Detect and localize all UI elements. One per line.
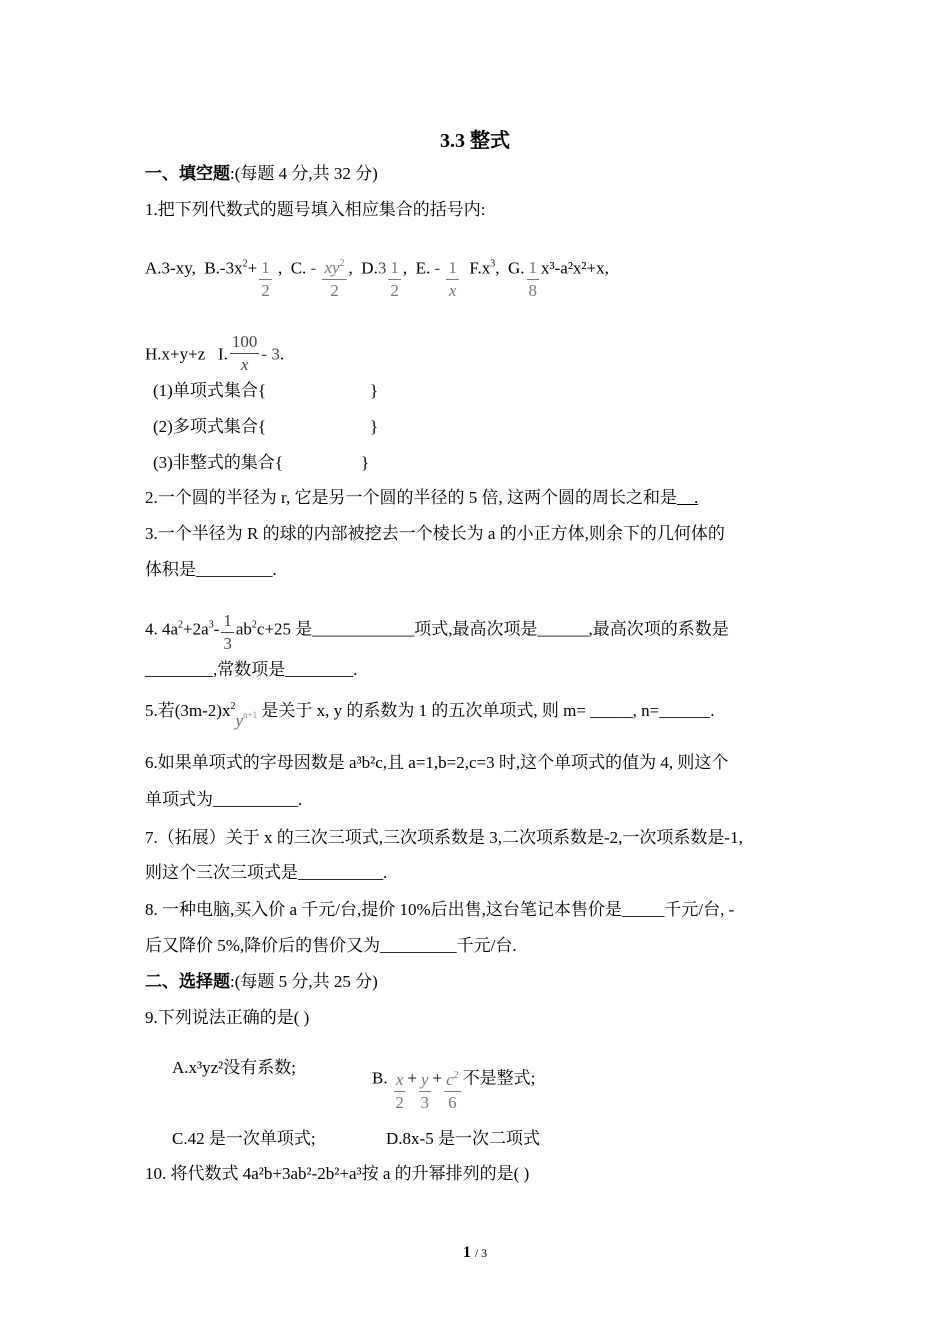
q6-line2: 单项式为__________. xyxy=(145,790,303,809)
q8-line2: 后又降价 5%,降价后的售价又为_________千元/台. xyxy=(145,936,517,955)
q4-line1: 4. $4a^2+2a^3-$ $\frac{1}{3}$ $ab^2c+25$ 是____________项式,最高次项是______,最高次项的系数是 xyxy=(145,611,729,653)
q1-set2: (2)多项式集合{ } xyxy=(153,417,379,436)
q2: 2.一个圆的半径为 r, 它是另一个圆的半径的 5 倍, 这两个圆的周长之和是__. xyxy=(145,488,699,507)
page-number: 1 / 3 xyxy=(462,1244,488,1261)
q8-line1: 8. 一种电脑,买入价 a 千元/台,提价 10%后出售,这台笔记本售价是_____千元/台, - xyxy=(145,900,735,919)
q3-line1: 3.一个半径为 R 的球的内部被挖去一个棱长为 a 的小正方体,则余下的几何体的 xyxy=(145,524,725,543)
q5: 5.若$(3m-2)x^2y^{n+1}$ 是关于 x, y 的系数为 1 的五次单项式, 则 m= _____, n=______. xyxy=(145,701,715,730)
q6-line1: 6.如果单项式的字母因数是 a³b²c,且 a=1,b=2,c=3 时,这个单项式的值为 4, 则这个 xyxy=(145,753,729,772)
section1-heading: 一、填空题:(每题 4 分,共 32 分) xyxy=(145,164,378,183)
q9-option-c: C.42 是一次单项式; xyxy=(172,1129,316,1148)
page-title: 3.3 整式 xyxy=(440,130,510,152)
q7-line2: 则这个三次三项式是__________. xyxy=(145,863,388,882)
q9-option-d: D.8x-5 是一次二项式 xyxy=(386,1129,540,1148)
q7-line1: 7.（拓展）关于 x 的三次三项式,三次项系数是 3,二次项系数是-2,一次项系数是-1, xyxy=(145,828,743,847)
q1-set1: (1)单项式集合{ } xyxy=(153,381,379,400)
q9-option-a: A.x³yz²没有系数; xyxy=(172,1058,296,1077)
q1-expressions-2: H.x+y+z I. $\frac{100}{x}$ - 3. xyxy=(145,332,285,374)
q9-option-b: B. $\frac{x}{2}$ + $\frac{y}{3}$ + $\frac{c^2}{6}$ 不是整式; xyxy=(372,1068,536,1112)
q10-stem: 10. 将代数式 4a²b+3ab²-2b²+a³按 a 的升幂排列的是( ) xyxy=(145,1164,530,1183)
q1-expressions: A.3-xy, $B.-3x^2+$ $\frac{1}{2}$ , C. - $\frac{xy^2}{2}$ , D.3 $\frac{1}{2}$ , E. - $\frac{1}{x}$ $F.x^3$, G. $\frac{1}{8}$ x³-a²x²+x, xyxy=(145,258,609,300)
q1-set3: (3)非整式的集合{ } xyxy=(153,453,370,472)
q1-stem: 1.把下列代数式的题号填入相应集合的括号内: xyxy=(145,200,486,219)
q3-line2: 体积是_________. xyxy=(145,560,277,579)
section2-heading: 二、选择题:(每题 5 分,共 25 分) xyxy=(145,972,378,991)
q9-stem: 9.下列说法正确的是( ) xyxy=(145,1008,310,1027)
q4-line2: ________,常数项是________. xyxy=(145,660,358,679)
